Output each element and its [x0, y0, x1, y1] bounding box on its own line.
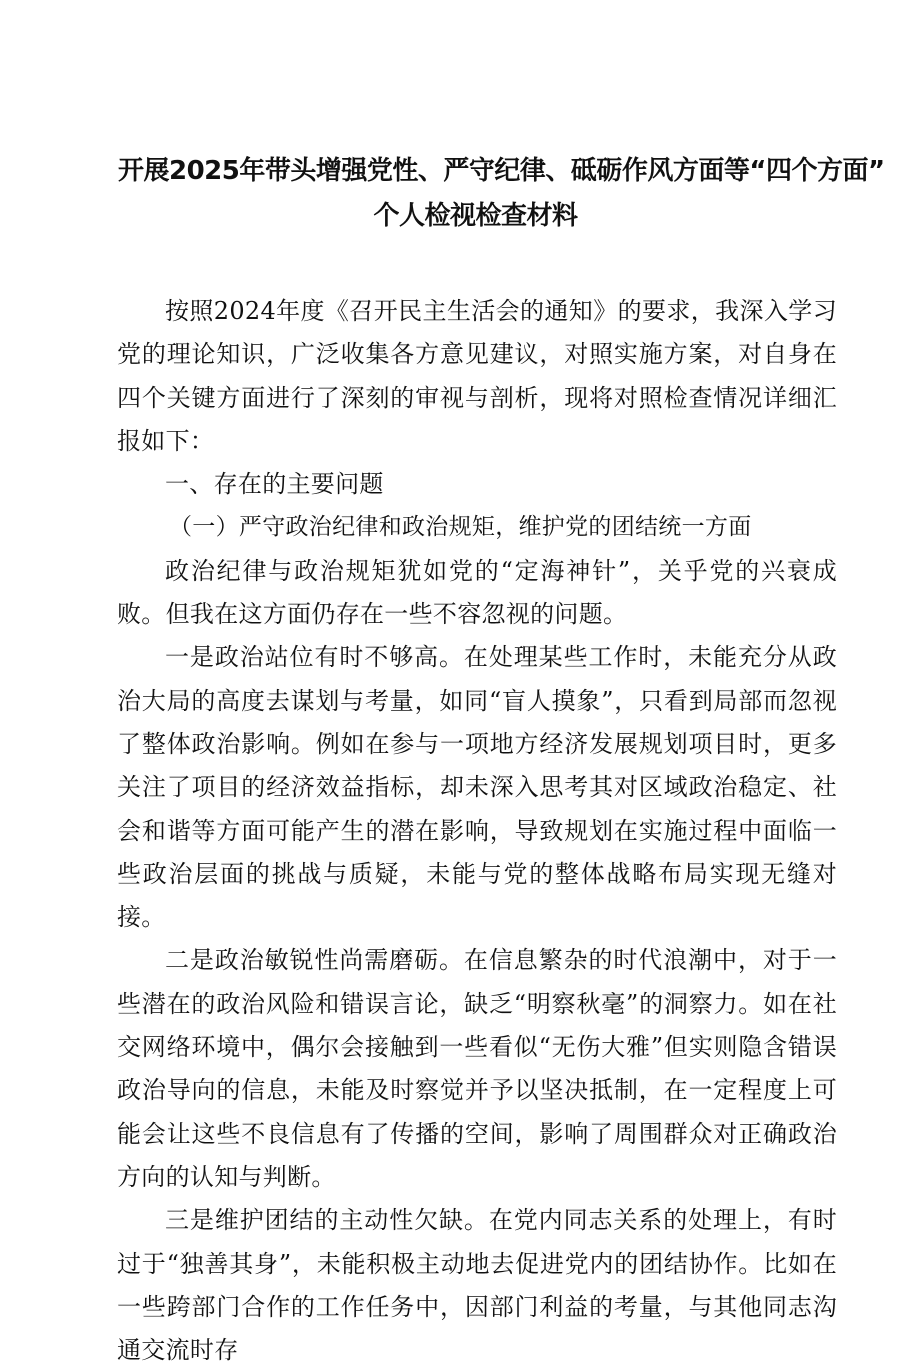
body-paragraph: 三是维护团结的主动性欠缺。在党内同志关系的处理上，有时过于“独善其身”，未能积极主动地去促进党内的团结协作。比如在一些跨部门合作的工作任务中，因部门利益的考量，与其他同志沟通交流时存 [117, 1206, 837, 1365]
body-paragraph: 二是政治敏锐性尚需磨砺。在信息繁杂的时代浪潮中，对于一些潜在的政治风险和错误言论，缺乏“明察秋毫”的洞察力。如在社交网络环境中，偶尔会接触到一些看似“无伤大雅”但实则隐含错误政治导向的信息，未能及时察觉并予以坚决抵制，在一定程度上可能会让这些不良信息有了传播的空间，影响了周围群众对正确政治方向的认知与判断。 [117, 946, 837, 1191]
section-heading: 一、存在的主要问题 [165, 470, 384, 499]
intro-paragraph: 按照2024年度《召开民主生活会的通知》的要求，我深入学习党的理论知识，广泛收集各方意见建议，对照实施方案，对自身在四个关键方面进行了深刻的审视与剖析，现将对照检查情况详细汇报如下： [117, 297, 837, 455]
body-paragraph: 政治纪律与政治规矩犹如党的“定海神针”，关乎党的兴衰成败。但我在这方面仍存在一些不容忽视的问题。 [117, 556, 837, 629]
title-line-1: 开展2025年带头增强党性、严守纪律、砥砺作风方面等“四个方面” [118, 156, 885, 186]
title-line-2: 个人检视检查材料 [373, 201, 578, 231]
document-body [117, 290, 837, 1372]
document-title [118, 154, 885, 244]
body-paragraph: 一是政治站位有时不够高。在处理某些工作时，未能充分从政治大局的高度去谋划与考量，如同“盲人摸象”，只看到局部而忽视了整体政治影响。例如在参与一项地方经济发展规划项目时，更多关注了项目的经济效益指标，却未深入思考其对区域政治稳定、社会和谐等方面可能产生的潜在影响，导致规划在实施过程中面临一些政治层面的挑战与质疑，未能与党的整体战略布局实现无缝对接。 [117, 643, 837, 932]
subsection-heading: （一）严守政治纪律和政治规矩，维护党的团结统一方面 [169, 514, 752, 541]
